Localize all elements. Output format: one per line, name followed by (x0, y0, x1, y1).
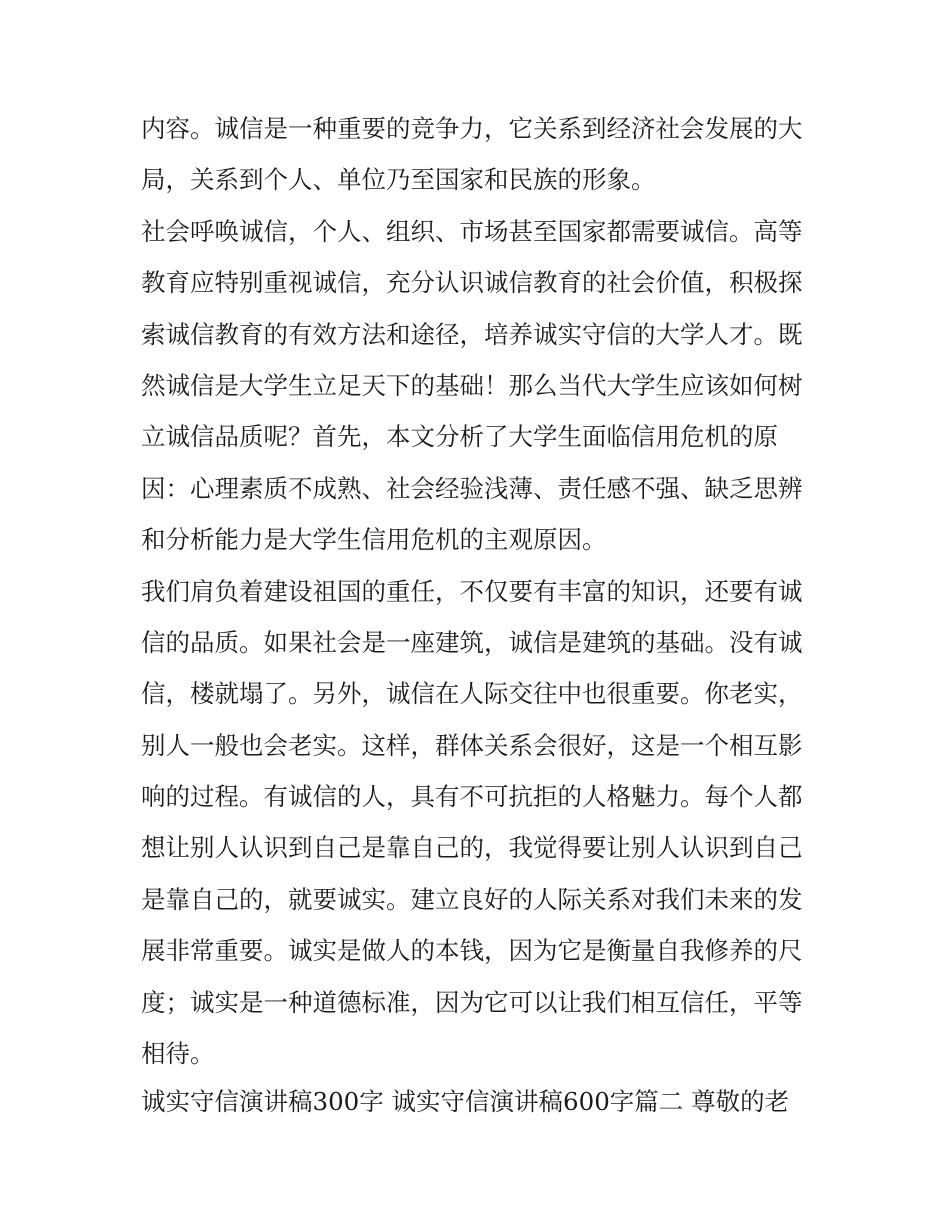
text-line: 然诚信是大学生立足天下的基础！那么当代大学生应该如何树 (141, 370, 803, 400)
text-line: 别人一般也会老实。这样，群体关系会很好，这是一个相互影 (141, 730, 803, 760)
text-line: 局，关系到个人、单位乃至国家和民族的形象。 (141, 165, 656, 195)
text-line: 相待。 (141, 1039, 215, 1069)
text-line: 信，楼就塌了。另外，诚信在人际交往中也很重要。你老实， (141, 679, 803, 709)
text-line: 想让别人认识到自己是靠自己的，我觉得要让别人认识到自己 (141, 833, 803, 863)
text-line: 立诚信品质呢？首先，本文分析了大学生面临信用危机的原 (141, 422, 778, 452)
text-line: 因：心理素质不成熟、社会经验浅薄、责任感不强、缺乏思辨 (141, 473, 803, 503)
text-line: 索诚信教育的有效方法和途径，培养诚实守信的大学人才。既 (141, 319, 803, 349)
document-body (141, 103, 813, 1127)
text-line: 是靠自己的，就要诚实。建立良好的人际关系对我们未来的发 (141, 884, 803, 914)
text-line: 我们肩负着建设祖国的重任，不仅要有丰富的知识，还要有诚 (141, 576, 803, 606)
text-line: 响的过程。有诚信的人，具有不可抗拒的人格魅力。每个人都 (141, 782, 803, 812)
text-line: 信的品质。如果社会是一座建筑，诚信是建筑的基础。没有诚 (141, 627, 803, 657)
text-line: 展非常重要。诚实是做人的本钱，因为它是衡量自我修养的尺 (141, 936, 803, 966)
text-line: 社会呼唤诚信，个人、组织、市场甚至国家都需要诚信。高等 (141, 216, 803, 246)
text-line: 诚实守信演讲稿300字 诚实守信演讲稿600字篇二 尊敬的老 (141, 1087, 790, 1117)
text-line: 和分析能力是大学生信用危机的主观原因。 (141, 525, 607, 555)
text-line: 度；诚实是一种道德标准，因为它可以让我们相互信任，平等 (141, 987, 803, 1017)
text-line: 教育应特别重视诚信，充分认识诚信教育的社会价值，积极探 (141, 268, 803, 298)
text-line: 内容。诚信是一种重要的竞争力，它关系到经济社会发展的大 (141, 114, 803, 143)
